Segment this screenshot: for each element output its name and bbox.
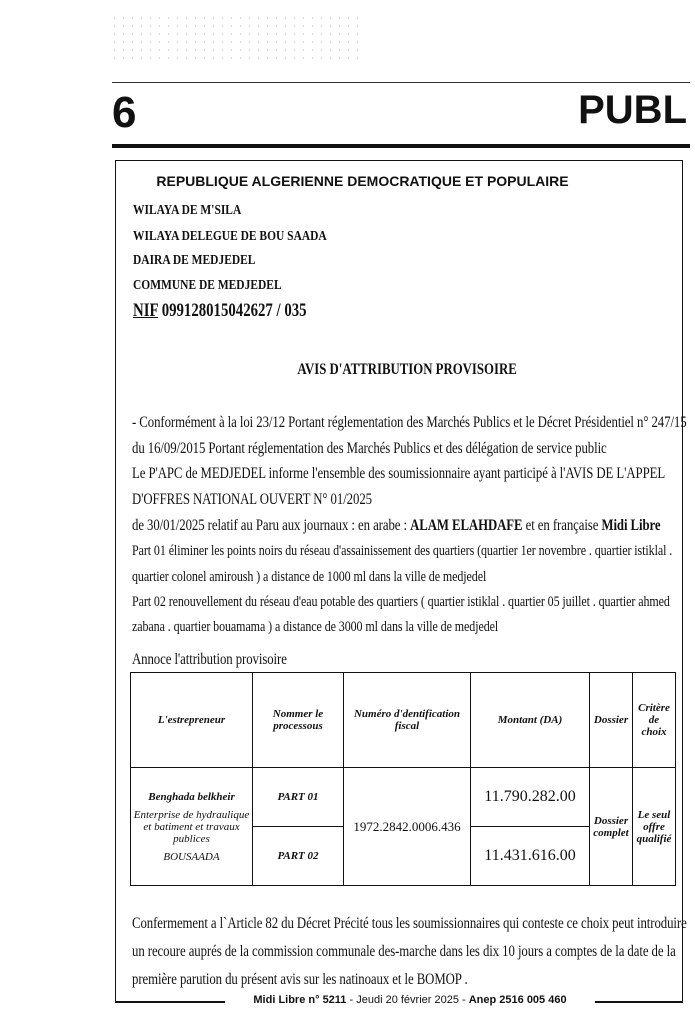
part-cell: PART 02 xyxy=(253,827,344,886)
critere-cell: Le seul offre qualifié xyxy=(633,768,676,886)
admin-line: COMMUNE DE MEDJEDEL xyxy=(133,278,282,293)
table-header-row xyxy=(131,673,676,768)
part-line: zabana . quartier bouamama ) a distance de 3000 ml dans la ville de medjedel xyxy=(132,619,499,635)
box-border xyxy=(115,1001,225,1003)
page-number: 6 xyxy=(112,88,137,137)
part-line: Part 01 éliminer les points noirs du réseau d'assainissement des quartiers (quartier 1er novembre . quartier istiklal . xyxy=(132,543,673,559)
notice-title xyxy=(0,361,695,379)
part-cell: PART 01 xyxy=(253,768,344,827)
body-line: Le P'APC de MEDJEDEL informe l'ensemble des soumissionnaire ayant participé à l'AVIS DE L'APPEL xyxy=(132,465,666,482)
admin-line: WILAYA DELEGUE DE BOU SAADA xyxy=(133,229,327,244)
journals-middle: et en française xyxy=(522,517,602,534)
box-border xyxy=(595,1001,683,1003)
scan-noise xyxy=(110,14,360,64)
part-line: Annoce l'attribution provisoire xyxy=(132,651,287,668)
header-rule xyxy=(112,82,690,83)
entrepreneur-name: Benghada belkheir xyxy=(148,790,235,803)
footer-paper: Midi Libre n° 5211 xyxy=(253,994,347,1006)
republic-heading: REPUBLIQUE ALGERIENNE DEMOCRATIQUE ET POPULAIRE xyxy=(156,173,569,189)
journal-arabic: ALAM ELAHDAFE xyxy=(410,517,523,534)
nif xyxy=(133,300,307,322)
attribution-table xyxy=(130,672,676,886)
nif-label: NIF xyxy=(133,300,158,321)
header-thick-rule xyxy=(112,144,690,148)
footer-date: Jeudi 20 février 2025 xyxy=(356,994,459,1006)
footer-sep: - xyxy=(458,994,469,1006)
section-title: PUBL xyxy=(578,88,687,132)
col-header: Numéro d'dentification fiscal xyxy=(344,673,471,768)
footer-anep: Anep 2516 005 460 xyxy=(468,994,567,1006)
col-header: Nommer le processous xyxy=(253,673,344,768)
dossier-cell: Dossier complet xyxy=(590,768,633,886)
part-line: Part 02 renouvellement du réseau d'eau potable des quartiers ( quartier istiklal . quartier 05 juillet . quartier ahmed xyxy=(132,594,670,610)
body-line: D'OFFRES NATIONAL OUVERT N° 01/2025 xyxy=(132,491,372,508)
entrepreneur-cell xyxy=(131,768,253,886)
footer-sep: - xyxy=(346,994,357,1006)
col-header: Montant (DA) xyxy=(471,673,590,768)
journals-prefix: de 30/01/2025 relatif au Paru aux journaux : en arabe : xyxy=(132,517,411,534)
admin-line: WILAYA DE M'SILA xyxy=(133,203,242,218)
part-line: quartier colonel amiroush ) a distance de 1000 ml dans la ville de medjedel xyxy=(132,569,487,585)
closing-line: Confermement a l`Article 82 du Décret Précité tous les soumissionnaires qui conteste ce choix peut introduire xyxy=(132,915,687,932)
closing-line: première parution du présent avis sur les natinoaux et le BOMOP . xyxy=(132,971,468,988)
col-header: Critère de choix xyxy=(633,673,676,768)
footer xyxy=(230,994,590,1006)
body-line: - Conformément à la loi 23/12 Portant réglementation des Marchés Publics et le Décret Présidentiel n° 247/15 xyxy=(132,414,687,431)
col-header: L'estrepreneur xyxy=(131,673,253,768)
notice-title-text: AVIS D'ATTRIBUTION PROVISOIRE xyxy=(297,361,518,378)
amount-cell: 11.431.616.00 xyxy=(471,827,590,886)
nif-value: 099128015042627 / 035 xyxy=(157,300,307,321)
journals-line xyxy=(132,517,661,535)
entrepreneur-desc: Enterprise de hydraulique et batiment et travaux publices xyxy=(133,808,250,845)
nif-cell: 1972.2842.0006.436 xyxy=(344,768,471,886)
col-header: Dossier xyxy=(590,673,633,768)
entrepreneur-city: BOUSAADA xyxy=(163,850,220,863)
admin-line: DAIRA DE MEDJEDEL xyxy=(133,253,256,268)
amount-cell: 11.790.282.00 xyxy=(471,768,590,827)
closing-line: un recoure auprés de la commission communale des-marche dans les dix 10 jours a comptes de la date de la xyxy=(132,943,676,960)
journal-french: Midi Libre xyxy=(601,517,661,534)
body-line: du 16/09/2015 Portant réglementation des Marchés Publics et des délégation de service public xyxy=(132,440,607,457)
table-row xyxy=(131,768,676,827)
